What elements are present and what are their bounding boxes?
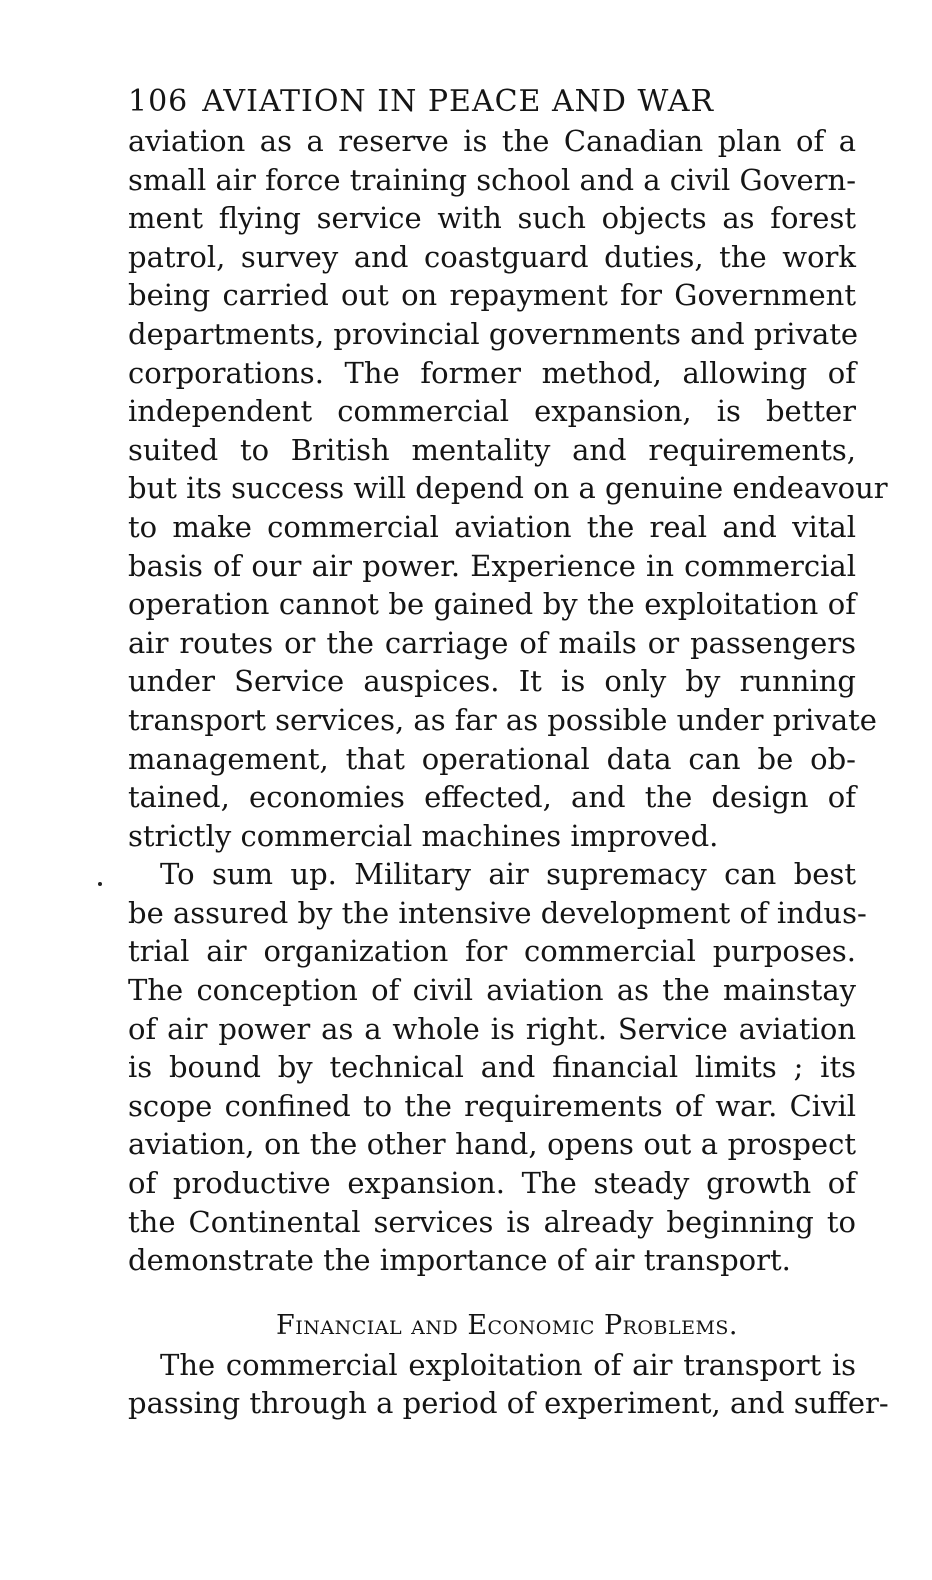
paragraph-1 xyxy=(128,122,888,855)
text-line: aviation, on the other hand, opens out a prospect xyxy=(128,1127,856,1162)
text-line: suited to British mentality and requirements, xyxy=(128,432,856,467)
text-line: operation cannot be gained by the exploitation of xyxy=(128,587,856,622)
text-line: demonstrate the importance of air transport. xyxy=(128,1243,791,1278)
text-line: of air power as a whole is right. Service aviation xyxy=(128,1011,856,1046)
running-head xyxy=(128,82,856,122)
text-line: management, that operational data can be ob- xyxy=(128,741,856,776)
text-line: basis of our air power. Experience in commercial xyxy=(128,548,856,583)
page-number: 106 xyxy=(128,84,189,119)
text-line: scope confined to the requirements of war. Civil xyxy=(128,1088,856,1123)
text-line: be assured by the intensive development of indus- xyxy=(128,895,867,930)
text-line: aviation as a reserve is the Canadian plan of a xyxy=(128,124,856,158)
text-line: the Continental services is already beginning to xyxy=(128,1204,856,1239)
text-line: transport services, as far as possible under private xyxy=(128,702,877,737)
text-line: To sum up. Military air supremacy can best xyxy=(160,857,856,892)
text-line: air routes or the carriage of mails or passengers xyxy=(128,625,856,660)
book-page xyxy=(128,82,889,1423)
paragraph-2 xyxy=(128,855,867,1280)
text-line: corporations. The former method, allowing of xyxy=(128,355,856,390)
text-line: independent commercial expansion, is better xyxy=(128,394,856,429)
text-line: strictly commercial machines improved. xyxy=(128,818,719,853)
section-heading: Financial and Economic Problems. xyxy=(276,1309,738,1341)
text-line: of productive expansion. The steady growth of xyxy=(128,1166,856,1201)
text-line: patrol, survey and coastguard duties, the work xyxy=(128,239,856,274)
text-line: ment flying service with such objects as forest xyxy=(128,201,856,236)
text-line: passing through a period of experiment, and suffer- xyxy=(128,1386,889,1421)
text-line: but its success will depend on a genuine endeavour xyxy=(128,471,888,506)
text-line: small air force training school and a civil Govern- xyxy=(128,162,856,197)
text-line: The conception of civil aviation as the mainstay xyxy=(128,973,856,1008)
text-line: departments, provincial governments and private xyxy=(128,316,859,351)
paragraph-3 xyxy=(128,1346,889,1423)
text-line: being carried out on repayment for Government xyxy=(128,278,856,313)
text-line: tained, economies effected, and the design of xyxy=(128,780,856,815)
text-line: under Service auspices. It is only by running xyxy=(128,664,856,699)
running-title: AVIATION IN PEACE AND WAR xyxy=(202,84,715,119)
text-line: The commercial exploitation of air transport is xyxy=(160,1347,856,1382)
text-line: trial air organization for commercial purposes. xyxy=(128,934,856,969)
margin-mark xyxy=(98,882,102,886)
text-line: is bound by technical and financial limits ; its xyxy=(128,1050,856,1085)
text-line: to make commercial aviation the real and vital xyxy=(128,509,856,544)
